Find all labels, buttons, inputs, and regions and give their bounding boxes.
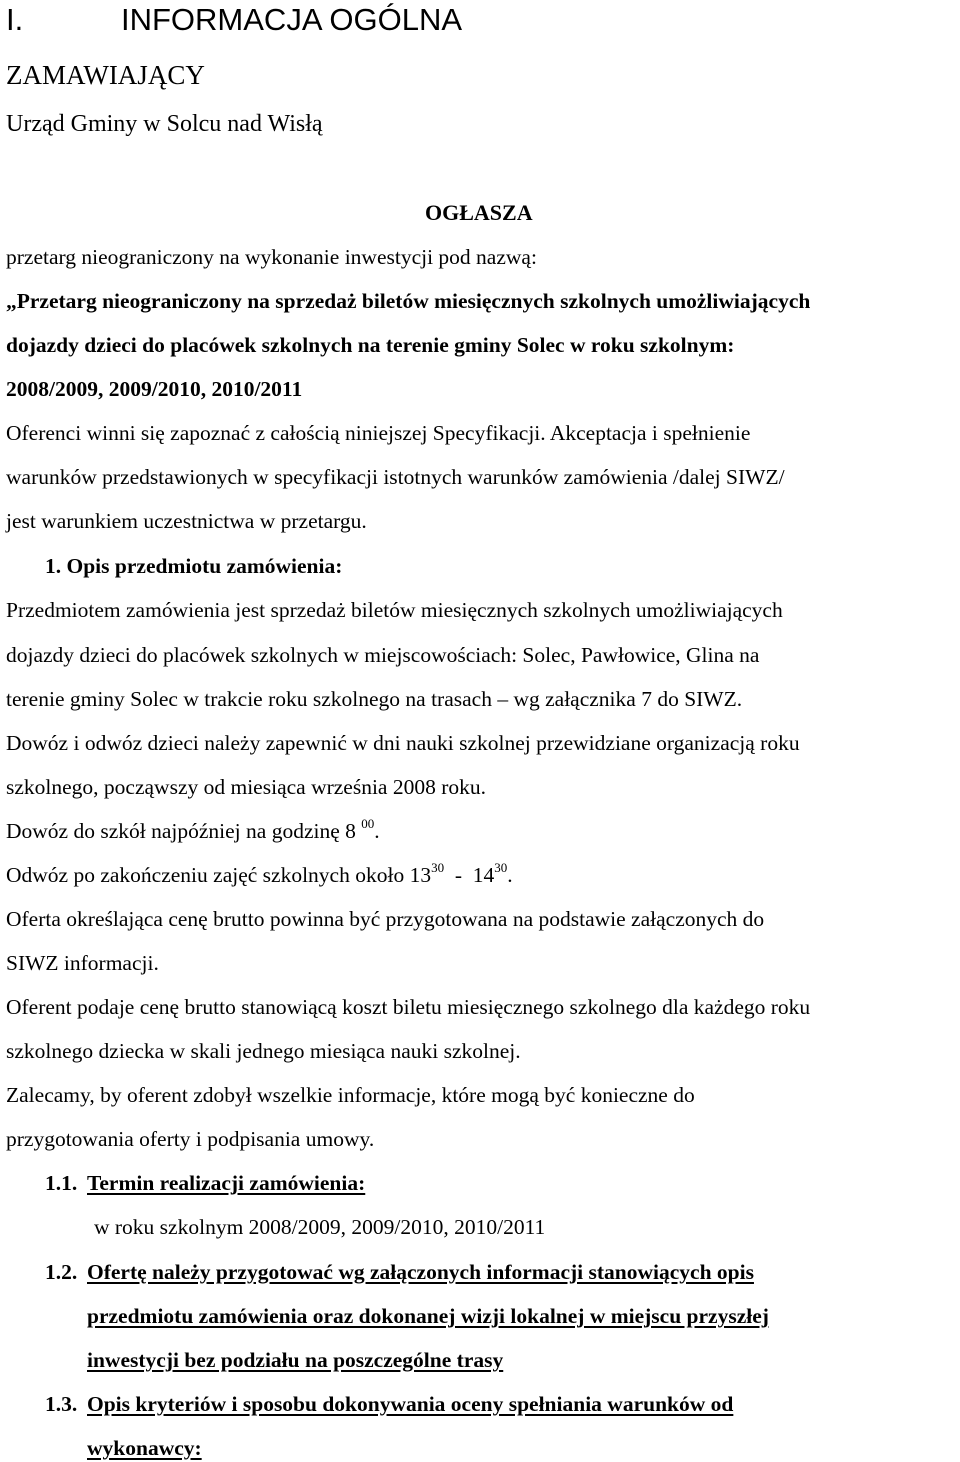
subsection-1-1-title: Termin realizacji zamówienia: [87,1171,366,1195]
tender-title-line-2: dojazdy dzieci do placówek szkolnych na terenie gminy Solec w roku szkolnym: [6,333,735,357]
section-1-body-line-3: terenie gminy Solec w trakcie roku szkolnego na trasach – wg załącznika 7 do SIWZ. [6,687,743,711]
odwoz-mid: - 14 [444,863,495,887]
section-1-number: 1. [45,554,62,578]
dowoz-time-line [6,818,380,847]
subsection-1-1-number: 1.1. [45,1171,78,1195]
odwoz-minutes-end: 30 [494,860,508,875]
section-1-body-line-5: szkolnego, począwszy od miesiąca września 2008 roku. [6,775,487,799]
dowoz-minutes: 00 [361,816,375,831]
acceptance-line-3: jest warunkiem uczestnictwa w przetargu. [6,509,367,533]
subsection-1-3-line-2: wykonawcy: [87,1436,202,1460]
acceptance-line-2: warunków przedstawionych w specyfikacji istotnych warunków zamówienia /dalej SIWZ/ [6,465,785,489]
dowoz-text: Dowóz do szkół najpóźniej na godzinę 8 [6,819,362,843]
section-1-body-line-4: Dowóz i odwóz dzieci należy zapewnić w dni nauki szkolnej przewidziane organizacją roku [6,731,800,755]
zamawiajacy-label: ZAMAWIAJĄCY [6,60,205,90]
subsection-1-2-line-2: przedmiotu zamówienia oraz dokonanej wizji lokalnej w miejscu przyszłej [87,1304,769,1328]
subsection-1-2-line-3: inwestycji bez podziału na poszczególne trasy [87,1348,504,1372]
odwoz-end: . [507,863,513,887]
price-line-1: Oferta określająca cenę brutto powinna być przygotowana na podstawie załączonych do [6,907,765,931]
subsection-1-3-line-1: Opis kryteriów i sposobu dokonywania oceny spełniania warunków od [87,1392,734,1416]
acceptance-line-1: Oferenci winni się zapoznać z całością niniejszej Specyfikacji. Akceptacja i spełnienie [6,421,751,445]
price-line-3: Oferent podaje cenę brutto stanowiącą koszt biletu miesięcznego szkolnego dla każdego roku [6,995,811,1019]
oglasza-heading: OGŁASZA [425,200,533,225]
price-line-5: Zalecamy, by oferent zdobył wszelkie informacje, które mogą być konieczne do [6,1083,695,1107]
section-1-body-line-2: dojazdy dzieci do placówek szkolnych w miejscowościach: Solec, Pawłowice, Glina na [6,643,760,667]
price-line-6: przygotowania oferty i podpisania umowy. [6,1127,375,1151]
subsection-1-1-value: w roku szkolnym 2008/2009, 2009/2010, 2010/2011 [94,1215,546,1239]
section-1-heading [45,553,342,579]
section-title: INFORMACJA OGÓLNA [121,2,463,37]
odwoz-text: Odwóz po zakończeniu zajęć szkolnych około 13 [6,863,432,887]
zamawiajacy-name: Urząd Gminy w Solcu nad Wisłą [6,111,323,137]
tender-title-line-1: „Przetarg nieograniczony na sprzedaż biletów miesięcznych szkolnych umożliwiających [6,289,811,313]
subsection-1-3-heading [45,1391,733,1417]
subsection-1-3-number: 1.3. [45,1392,78,1416]
subsection-1-2-line-1: Ofertę należy przygotować wg załączonych informacji stanowiących opis [87,1260,754,1284]
subsection-1-1-heading [45,1170,365,1196]
subsection-1-2-number: 1.2. [45,1260,78,1284]
section-heading [6,2,462,38]
odwoz-time-line [6,862,513,891]
section-number: I. [6,2,24,37]
section-1-body-line-1: Przedmiotem zamówienia jest sprzedaż biletów miesięcznych szkolnych umożliwiających [6,598,783,622]
price-line-4: szkolnego dziecka w skali jednego miesiąca nauki szkolnej. [6,1039,521,1063]
tender-title-line-3: 2008/2009, 2009/2010, 2010/2011 [6,377,303,401]
section-1-title: Opis przedmiotu zamówienia: [66,554,343,578]
odwoz-minutes-start: 30 [431,860,445,875]
intro-text: przetarg nieograniczony na wykonanie inwestycji pod nazwą: [6,245,537,269]
price-line-2: SIWZ informacji. [6,951,159,975]
subsection-1-2-heading [45,1259,754,1285]
dowoz-end: . [374,819,380,843]
